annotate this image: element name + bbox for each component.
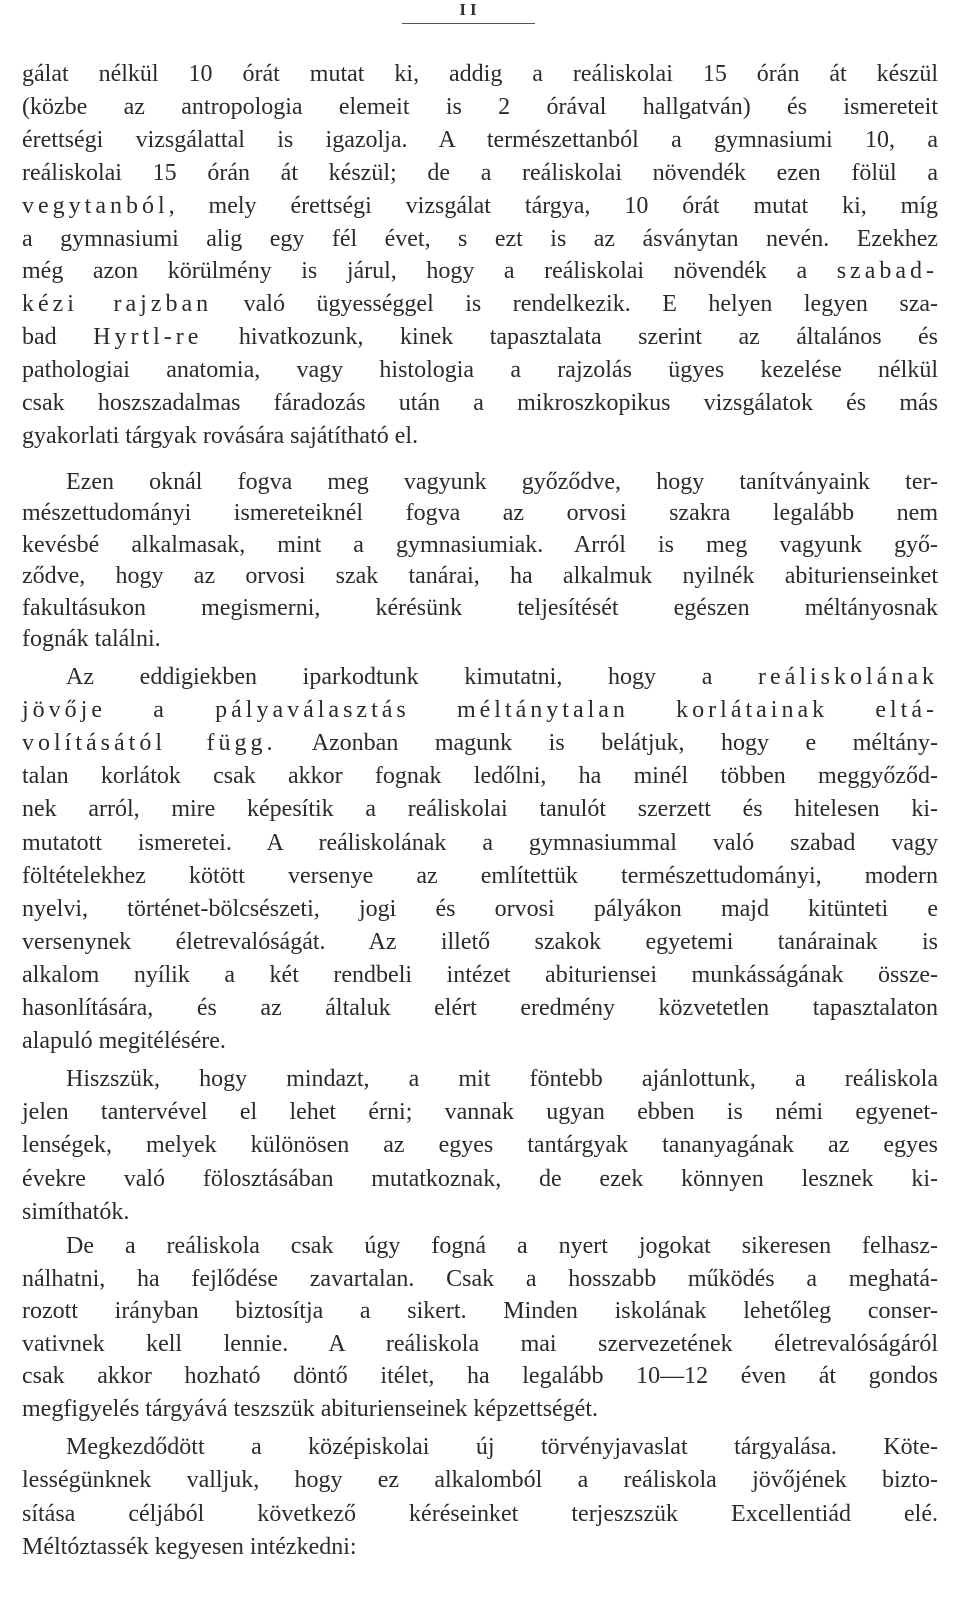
text-line: Méltóztassék kegyesen intézkedni:: [22, 1533, 357, 1560]
text-line: gálat nélkül 10 órát mutat ki, addig a reáliskolai 15 órán át készül: [22, 61, 938, 87]
text-line: Megkezdődött a középiskolai új törvényjavaslat tárgyalása. Köte-: [66, 1434, 938, 1460]
text-line: [22, 288, 938, 321]
text-line: [22, 321, 938, 354]
text-line: alkalom nyílik a két rendbeli intézet abituriensei munkásságának össze-: [22, 961, 938, 988]
text-line: lenségek, melyek különösen az egyes tantárgyak tananyagának az egyes: [22, 1132, 938, 1159]
text-line: nyelvi, történet-bölcsészeti, jogi és orvosi pályákon majd kitünteti e: [22, 895, 938, 922]
text-line: sítása céljából következő kéréseinket terjeszszük Excellentiád elé.: [22, 1500, 938, 1527]
text-line: simíthatók.: [22, 1198, 130, 1225]
text-line: mészettudományi ismereteiknél fogva az orvosi szakra legalább nem: [22, 500, 938, 527]
text-segment: még azon körülmény is járul, hogy a reáliskolai növendék a: [22, 258, 837, 285]
emphasized-text: volításától függ.: [22, 730, 277, 757]
text-line: [22, 694, 938, 727]
text-segment: Azonban magunk is belátjuk, hogy e méltány-: [276, 730, 938, 757]
text-line: talan korlátok csak akkor fognak ledőlni, ha minél többen meggyőződ-: [22, 763, 938, 790]
text-line: megfigyelés tárgyává teszszük abiturienseinek képzettségét.: [22, 1396, 598, 1422]
text-line: gyakorlati tárgyak rovására sajátítható el.: [22, 422, 419, 449]
text-line: Hiszszük, hogy mindazt, a mit föntebb ajánlottunk, a reáliskola: [66, 1066, 938, 1092]
text-line: (közbe az antropologia elemeit is 2 órával hallgatván) és ismereteit: [22, 93, 938, 120]
text-line: csak akkor hozható döntő itélet, ha legalább 10—12 éven át gondos: [22, 1363, 938, 1390]
emphasized-text: szabad-: [836, 258, 938, 285]
text-segment: Az eddigiekben iparkodtunk kimutatni, hogy a: [66, 664, 759, 690]
text-line: kevésbé alkalmasak, mint a gymnasiumiak. Arról is meg vagyunk győ-: [22, 531, 938, 558]
emphasized-text: vegytanból: [22, 192, 169, 219]
text-line: reáliskolai 15 órán át készül; de a reáliskolai növendék ezen fölül a: [22, 159, 938, 186]
text-line: a gymnasiumi alig egy fél évet, s ezt is az ásványtan nevén. Ezekhez: [22, 225, 938, 252]
text-line: csak hoszszadalmas fáradozás után a mikroszkopikus vizsgálatok és más: [22, 390, 938, 416]
text-line: alapuló megitélésére.: [22, 1028, 226, 1055]
text-segment: hivatkozunk, kinek tapasztalata szerint az általános és: [202, 324, 938, 351]
text-line: ződve, hogy az orvosi szak tanárai, ha alkalmuk nyilnék abiturienseinket: [22, 563, 938, 590]
text-line: rozott irányban biztosítja a sikert. Minden iskolának lehetőleg conser-: [22, 1298, 938, 1325]
text-line: mutatott ismeretei. A reáliskolának a gymnasiummal való szabad vagy: [22, 829, 938, 856]
text-line: De a reáliskola csak úgy fogná a nyert jogokat sikeresen felhasz-: [66, 1233, 938, 1259]
text-line: nek arról, mire képesítik a reáliskolai tanulót szerzett és hitelesen ki-: [22, 796, 938, 823]
text-line: pathologiai anatomia, vagy histologia a rajzolás ügyes kezelése nélkül: [22, 357, 938, 384]
text-line: nálhatni, ha fejlődése zavartalan. Csak a hosszabb működés a meghatá-: [22, 1265, 938, 1292]
text-line: érettségi vizsgálattal is igazolja. A természettanból a gymnasiumi 10, a: [22, 126, 938, 153]
text-line: vativnek kell lennie. A reáliskola mai szervezetének életrevalóságáról: [22, 1330, 938, 1357]
text-segment: való ügyességgel is rendelkezik. E helyen legyen sza-: [212, 291, 939, 318]
text-line: évekre való fölosztásában mutatkoznak, de ezek könnyen lesznek ki-: [22, 1165, 938, 1192]
text-line: fognák találni.: [22, 626, 161, 652]
text-line: Ezen oknál fogva meg vagyunk győződve, hogy tanítványaink ter-: [66, 469, 938, 495]
text-line: lességünknek valljuk, hogy ez alkalomból a reáliskola jövőjének bizto-: [22, 1467, 938, 1494]
text-line: föltételekhez kötött versenye az említettük természettudományi, modern: [22, 862, 938, 889]
text-line: [22, 255, 938, 288]
text-line: fakultásukon megismerni, kérésünk teljesítését egészen méltányosnak: [22, 594, 938, 621]
text-line: [22, 661, 938, 694]
text-line: [22, 727, 938, 760]
text-line: versenynek életrevalóságát. Az illető szakok egyetemi tanárainak is: [22, 928, 938, 955]
text-line: hasonlítására, és az általuk elért eredmény közvetetlen tapasztalaton: [22, 995, 938, 1021]
text-segment: , mely érettségi vizsgálat tárgya, 10 órát mutat ki, míg: [168, 192, 938, 219]
emphasized-text: kézi rajzban: [22, 291, 213, 318]
emphasized-text: Hyrtl-re: [93, 324, 203, 351]
page-number: II: [459, 0, 481, 19]
emphasized-text: reáliskolának: [758, 664, 938, 690]
header-rule: [402, 23, 535, 24]
text-segment: bad: [22, 324, 94, 351]
text-line: [22, 190, 938, 223]
emphasized-text: jövője a pályaválasztás méltánytalan korlátainak eltá-: [22, 697, 938, 724]
text-line: jelen tantervével el lehet érni; vannak ugyan ebben is némi egyenet-: [22, 1099, 938, 1126]
